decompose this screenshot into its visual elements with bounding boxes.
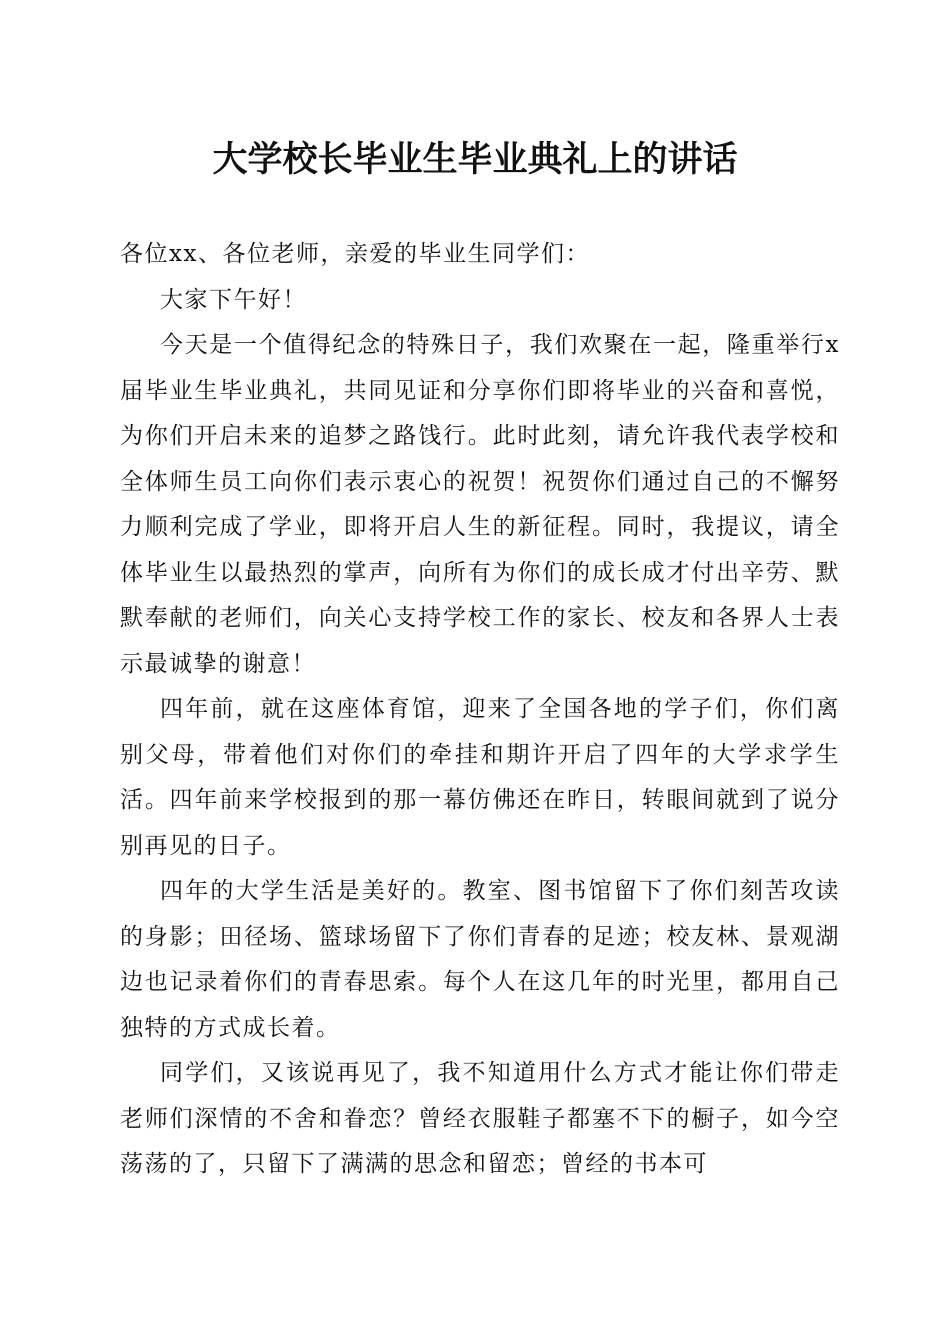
document-title: 大学校长毕业生毕业典礼上的讲话 <box>212 139 738 180</box>
paragraph-ceremony: 今天是一个值得纪念的特殊日子，我们欢聚在一起，隆重举行x届毕业生毕业典礼，共同见证和分享你们即将毕业的兴奋和喜悦，为你们开启未来的追梦之路饯行。此时此刻，请允许我代表学校和全体师生员工向你们表示衷心的祝贺！祝贺你们通过自己的不懈努力顺利完成了学业，即将开启人生的新征程。同时，我提议，请全体毕业生以最热烈的掌声，向所有为你们的成长成才付出辛劳、默默奉献的老师们，向关心支持学校工作的家长、校友和各界人士表示最诚挚的谢意！ <box>120 332 840 677</box>
paragraph-four-years-ago: 四年前，就在这座体育馆，迎来了全国各地的学子们，你们离别父母，带着他们对你们的牵挂和期许开启了四年的大学求学生活。四年前来学校报到的那一幕仿佛还在昨日，转眼间就到了说分别再见的日子。 <box>120 696 840 859</box>
paragraph-university-life: 四年的大学生活是美好的。教室、图书馆留下了你们刻苦攻读的身影；田径场、篮球场留下了你们青春的足迹；校友林、景观湖边也记录着你们的青春思索。每个人在这几年的时光里，都用自己独特的方式成长着。 <box>120 878 840 1041</box>
paragraph-farewell: 同学们，又该说再见了，我不知道用什么方式才能让你们带走老师们深情的不舍和眷恋？曾经衣服鞋子都塞不下的橱子，如今空荡荡的了，只留下了满满的思念和留恋；曾经的书本可 <box>120 1060 840 1177</box>
salutation: 各位xx、各位老师，亲爱的毕业生同学们： <box>120 241 590 267</box>
document-body <box>120 232 840 1188</box>
paragraph-greeting: 大家下午好！ <box>160 286 307 313</box>
